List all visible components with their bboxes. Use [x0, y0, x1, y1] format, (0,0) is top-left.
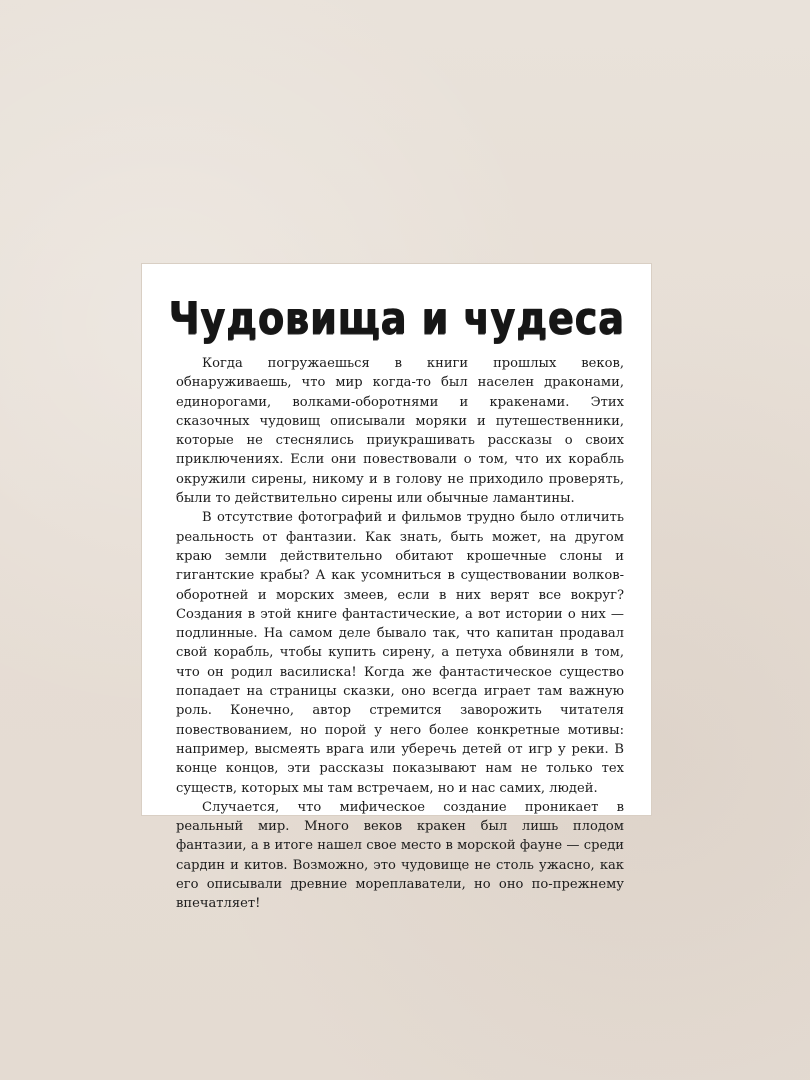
page-title: Чудовища и чудеса	[168, 292, 625, 344]
article-body	[176, 354, 624, 914]
paragraph: В отсутствие фотографий и фильмов трудно было отличить реальность от фантазии. Как знать, быть может, на другом краю земли действительно обитают крошечные слоны и гигантские крабы? А как усомниться в существовании волков-оборотней и морских змеев, если в них верят все вокруг? Создания в этой книге фантастические, а вот истории о них — подлинные. На самом деле бывало так, что капитан продавал свой корабль, чтобы купить сирену, а петуха обвиняли в том, что он родил василиска! Когда же фантастическое существо попадает на страницы сказки, оно всегда играет там важную роль. Конечно, автор стремится заворожить читателя повествованием, но порой у него более конкретные мотивы: например, высмеять врага или уберечь детей от игр у реки. В конце концов, эти рассказы показывают нам не только тех существ, которых мы там встречаем, но и нас самих, людей.	[176, 510, 624, 796]
text-panel	[141, 263, 652, 912]
paragraph: Когда погружаешься в книги прошлых веков, обнаруживаешь, что мир когда-то был населен драконами, единорогами, волками-оборотнями и кракенами. Этих сказочных чудовищ описывали моряки и путешественники, которые не стеснялись приукрашивать рассказы о своих приключениях. Если они повествовали о том, что их корабль окружили сирены, никому и в голову не приходило проверять, были то действительно сирены или обычные ламантины.	[176, 356, 624, 507]
paragraph: Случается, что мифическое создание проникает в реальный мир. Много веков кракен был лишь плодом фантазии, а в итоге нашел свое место в морской фауне — среди сардин и китов. Возможно, это чудовище не столь ужасно, как его описывали древние мореплаватели, но оно по-прежнему впечатляет!	[176, 799, 624, 912]
